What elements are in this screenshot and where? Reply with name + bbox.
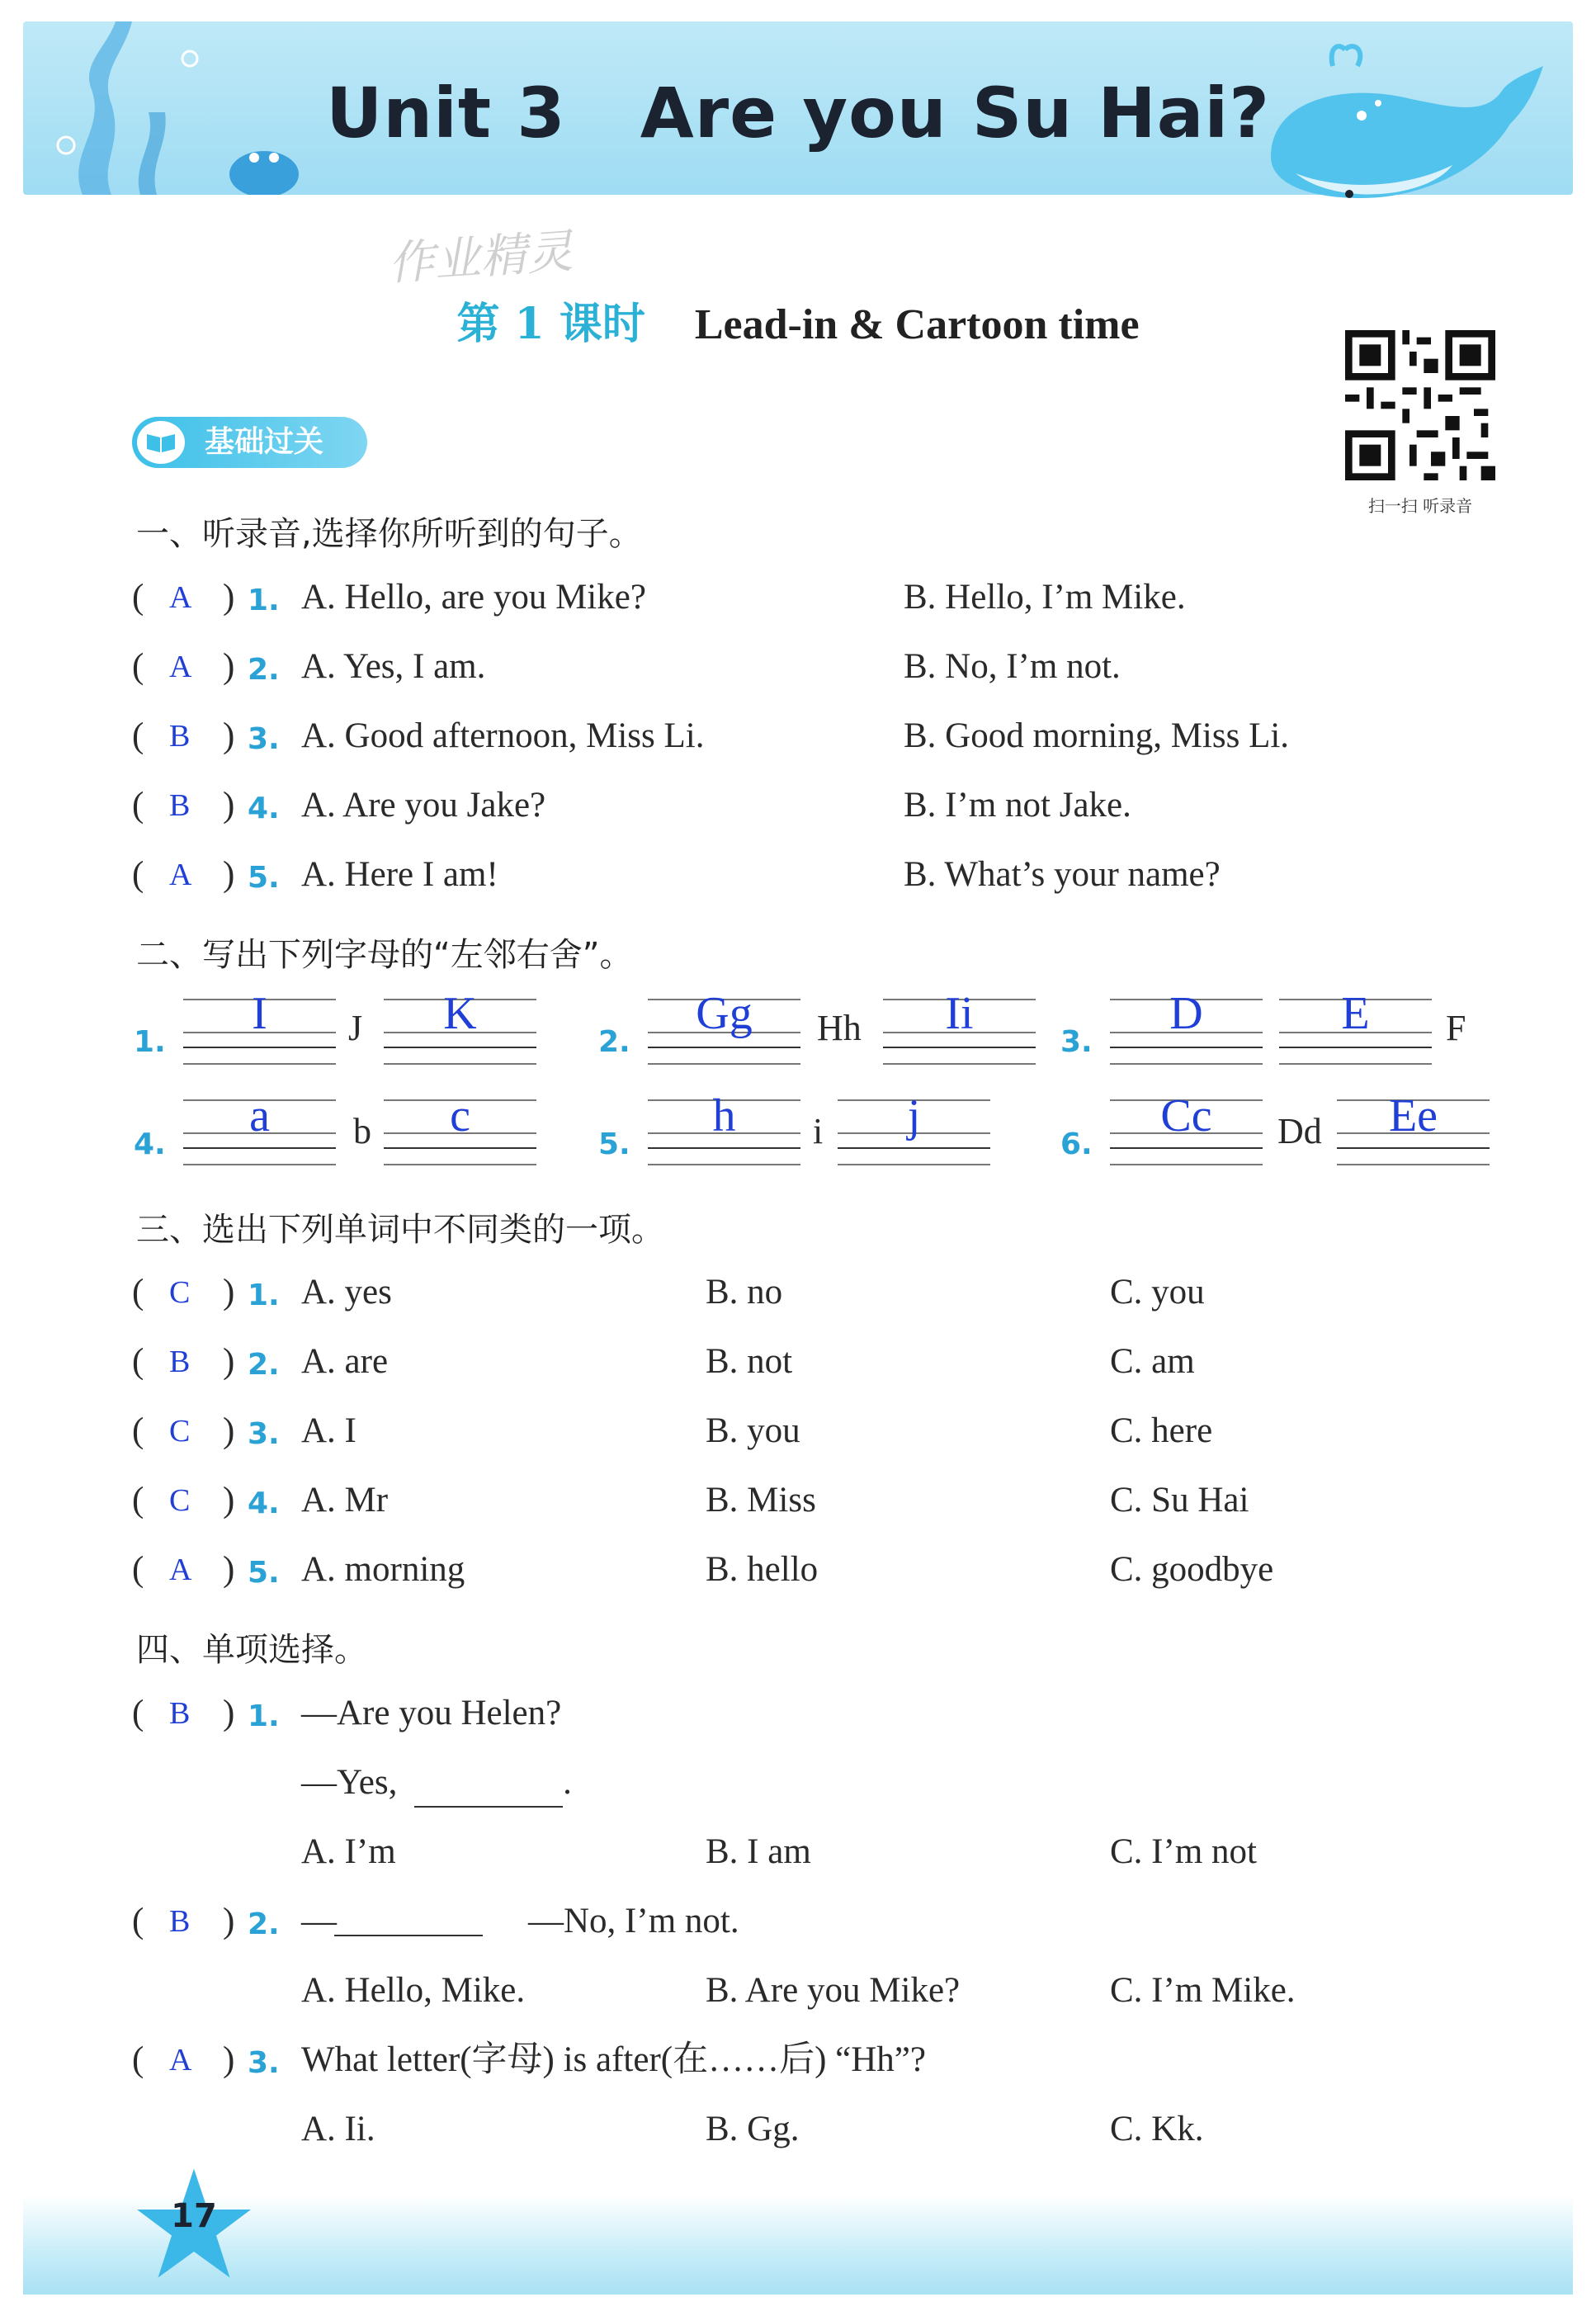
section-3-list bbox=[132, 1268, 1518, 1614]
question-number: 1. bbox=[134, 1025, 166, 1059]
option-a: A. Mr bbox=[301, 1481, 389, 1520]
question-number: 3. bbox=[248, 2046, 280, 2080]
answer: h bbox=[712, 1090, 736, 1141]
answer: C bbox=[169, 1483, 191, 1518]
list-item: ( B ) 2. — —No, I’m not. bbox=[132, 1897, 248, 1946]
option-b: B. Hello, I’m Mike. bbox=[904, 578, 1186, 617]
watermark: 作业精灵 bbox=[386, 225, 575, 291]
answer-prefix: —Yes, bbox=[301, 1763, 398, 1802]
option-b: B. I’m not Jake. bbox=[904, 786, 1131, 825]
option-a: A. Hello, Mike. bbox=[301, 1971, 526, 2010]
question-number: 4. bbox=[248, 792, 280, 825]
option-a: A. yes bbox=[301, 1273, 392, 1312]
question-number: 1. bbox=[248, 1279, 280, 1312]
answer: A bbox=[169, 650, 192, 684]
option-b: B. What’s your name? bbox=[904, 855, 1221, 894]
fill-blank[interactable] bbox=[334, 1897, 483, 1936]
option-b: B. Miss bbox=[706, 1481, 816, 1520]
question-stem: —Are you Helen? bbox=[301, 1694, 562, 1732]
answer: a bbox=[249, 1090, 270, 1141]
option-a: A. Ii. bbox=[301, 2110, 375, 2148]
question-number: 3. bbox=[1060, 1025, 1093, 1059]
answer: B bbox=[169, 1904, 191, 1939]
option-a: A. I bbox=[301, 1411, 357, 1450]
list-item: ( B ) 4. A. Are you Jake? B. I’m not Jake. bbox=[132, 781, 248, 830]
section-4-list bbox=[132, 1689, 1518, 2151]
option-c: C. goodbye bbox=[1110, 1550, 1274, 1589]
answer: B bbox=[169, 788, 191, 823]
option-c: C. I’m not bbox=[1110, 1832, 1257, 1871]
option-b: B. I am bbox=[706, 1832, 811, 1871]
reply: —No, I’m not. bbox=[528, 1902, 739, 1940]
answer: A bbox=[169, 858, 192, 892]
period: . bbox=[563, 1763, 572, 1802]
given-letter: b bbox=[353, 1111, 371, 1151]
option-b: B. Are you Mike? bbox=[706, 1971, 961, 2010]
answer: j bbox=[907, 1090, 921, 1141]
lesson-number: 第 1 课时 bbox=[456, 299, 645, 349]
answer: D bbox=[1169, 988, 1203, 1039]
answer: Gg bbox=[696, 988, 753, 1039]
option-a: A. Hello, are you Mike? bbox=[301, 578, 646, 617]
option-b: B. Gg. bbox=[706, 2110, 800, 2148]
question-number: 4. bbox=[248, 1486, 280, 1520]
unit-title bbox=[0, 73, 1596, 154]
list-item: ( C ) 1. A. yes B. no C. you bbox=[132, 1268, 248, 1317]
question-number: 3. bbox=[248, 722, 280, 756]
given-letter: Hh bbox=[817, 1008, 862, 1048]
question-number: 2. bbox=[248, 653, 280, 687]
answer: A bbox=[169, 2043, 192, 2077]
option-b: B. Good morning, Miss Li. bbox=[904, 716, 1290, 755]
given-letter: F bbox=[1446, 1008, 1466, 1048]
dash: — bbox=[301, 1902, 337, 1940]
list-item: ( A ) 2. A. Yes, I am. B. No, I’m not. bbox=[132, 642, 248, 692]
answer: E bbox=[1341, 988, 1370, 1039]
page-number: 17 bbox=[171, 2197, 217, 2235]
section-4-title: 四、单项选择。 bbox=[136, 1631, 367, 1669]
question-number: 5. bbox=[248, 1556, 280, 1590]
list-item: ( A ) 5. A. morning B. hello C. goodbye bbox=[132, 1545, 248, 1595]
list-item: ( A ) 5. A. Here I am! B. What’s your name? bbox=[132, 850, 248, 900]
unit-label: Unit 3 bbox=[326, 73, 566, 154]
list-item: ( B ) 3. A. Good afternoon, Miss Li. B. Good morning, Miss Li. bbox=[132, 711, 248, 761]
list-item: ( A ) 1. A. Hello, are you Mike? B. Hello, I’m Mike. bbox=[132, 573, 248, 622]
section-2-title: 二、写出下列字母的“左邻右舍”。 bbox=[136, 936, 633, 974]
letter-neighbors bbox=[0, 982, 1596, 1180]
question-number: 3. bbox=[248, 1417, 280, 1451]
given-letter: i bbox=[813, 1111, 824, 1151]
option-c: C. you bbox=[1110, 1273, 1205, 1312]
section-1-title: 一、听录音,选择你所听到的句子。 bbox=[136, 515, 642, 553]
question-number: 2. bbox=[248, 1348, 280, 1382]
section-3-title: 三、选出下列单词中不同类的一项。 bbox=[136, 1211, 664, 1249]
option-c: C. here bbox=[1110, 1411, 1213, 1450]
option-c: C. Kk. bbox=[1110, 2110, 1204, 2148]
option-a: A. Good afternoon, Miss Li. bbox=[301, 716, 705, 755]
list-item: ( C ) 4. A. Mr B. Miss C. Su Hai bbox=[132, 1476, 248, 1525]
question-number: 2. bbox=[598, 1025, 630, 1059]
option-b: B. hello bbox=[706, 1550, 819, 1589]
answer: B bbox=[169, 1696, 191, 1731]
question-number: 2. bbox=[248, 1907, 280, 1941]
option-a: A. morning bbox=[301, 1550, 465, 1589]
answer: Ee bbox=[1388, 1090, 1438, 1141]
answer: K bbox=[443, 988, 477, 1039]
question-stem: What letter(字母) is after(在……后) “Hh”? bbox=[301, 2040, 926, 2079]
question-number: 5. bbox=[248, 861, 280, 895]
option-b: B. not bbox=[706, 1342, 793, 1381]
qr-code[interactable] bbox=[1345, 330, 1495, 480]
list-item: ( C ) 3. A. I B. you C. here bbox=[132, 1406, 248, 1456]
option-c: C. Su Hai bbox=[1110, 1481, 1249, 1520]
answer: B bbox=[169, 719, 191, 754]
answer: Ii bbox=[945, 988, 974, 1039]
question-number: 4. bbox=[134, 1127, 166, 1161]
question-line bbox=[301, 1758, 572, 1808]
option-c: C. am bbox=[1110, 1342, 1195, 1381]
option-a: A. I’m bbox=[301, 1832, 396, 1871]
fill-blank[interactable] bbox=[414, 1773, 563, 1808]
option-a: A. are bbox=[301, 1342, 389, 1381]
answer: Cc bbox=[1160, 1090, 1212, 1141]
question-number: 5. bbox=[598, 1127, 630, 1161]
option-b: B. No, I’m not. bbox=[904, 647, 1121, 686]
list-item: ( A ) 3. What letter(字母) is after(在……后) “Hh”? bbox=[132, 2035, 248, 2085]
option-a: A. Yes, I am. bbox=[301, 647, 486, 686]
list-item: ( B ) 1. —Are you Helen? bbox=[132, 1689, 248, 1738]
answer: A bbox=[169, 1553, 192, 1587]
answer: I bbox=[252, 988, 267, 1039]
question-number: 1. bbox=[248, 1699, 280, 1733]
answer: C bbox=[169, 1414, 191, 1449]
book-icon bbox=[137, 421, 185, 464]
answer: B bbox=[169, 1345, 191, 1379]
lesson-name: Lead-in & Cartoon time bbox=[694, 301, 1140, 348]
answer: c bbox=[450, 1090, 470, 1141]
question-number: 6. bbox=[1060, 1127, 1093, 1161]
answer: C bbox=[169, 1275, 191, 1310]
question-number: 1. bbox=[248, 584, 280, 617]
given-letter: Dd bbox=[1277, 1111, 1322, 1151]
answer: A bbox=[169, 580, 192, 615]
qr-caption: 扫一扫 听录音 bbox=[1367, 496, 1473, 516]
option-b: B. no bbox=[706, 1273, 783, 1312]
option-b: B. you bbox=[706, 1411, 800, 1450]
option-a: A. Here I am! bbox=[301, 855, 498, 894]
given-letter: J bbox=[348, 1008, 363, 1048]
list-item: ( B ) 2. A. are B. not C. am bbox=[132, 1337, 248, 1387]
unit-question: Are you Su Hai? bbox=[640, 73, 1270, 154]
option-a: A. Are you Jake? bbox=[301, 786, 546, 825]
section-tag: 基础过关 bbox=[132, 417, 367, 468]
option-c: C. I’m Mike. bbox=[1110, 1971, 1296, 2010]
